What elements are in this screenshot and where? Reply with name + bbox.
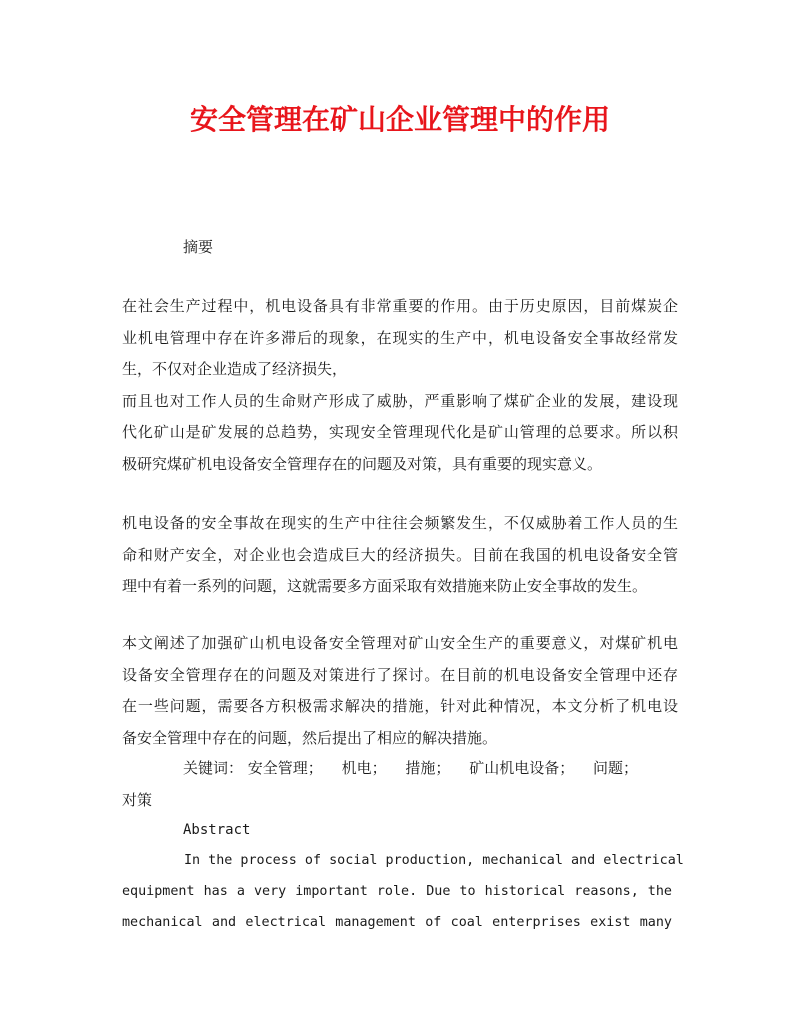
paragraph-line: 在社会生产过程中，机电设备具有非常重要的作用。由于历史原因，目前煤炭企 [122,297,678,315]
english-abstract-paragraph [122,845,684,938]
keyword: 矿山机电设备； [469,759,575,777]
abstract-label: 摘要 [183,238,214,256]
paragraph-line: 命和财产安全，对企业也会造成巨大的经济损失。目前在我国的机电设备安全管 [122,545,678,564]
paragraph-line: 理中有着一系列的问题，这就需要多方面采取有效措施来防止安全事故的发生。 [122,577,648,595]
english-line: In the process of social production, mechanical and electrical [184,853,684,868]
keywords-continuation: 对策 [122,791,153,809]
paragraph-line: 极研究煤矿机电设备安全管理存在的问题及对策，具有重要的现实意义。 [122,454,603,473]
keyword: 安全管理； [247,759,323,777]
abstract-paragraph-1 [122,291,678,480]
paragraph-line: 生，不仅对企业造成了经济损失， [122,360,348,378]
abstract-paragraph-2 [122,508,678,603]
keywords-label: 关键词： [183,759,244,777]
english-abstract-label: Abstract [183,822,251,838]
paragraph-line: 代化矿山是矿发展的总趋势，实现安全管理现代化是矿山管理的总要求。所以积 [122,423,678,441]
paragraph-line: 备安全管理中存在的问题，然后提出了相应的解决措施。 [122,728,498,747]
abstract-paragraph-3 [122,628,678,754]
keyword: 措施； [405,759,451,777]
paragraph-line: 机电设备的安全事故在现实的生产中往往会频繁发生，不仅威胁着工作人员的生 [122,514,678,532]
keyword: 问题； [592,759,638,777]
document-title: 安全管理在矿山企业管理中的作用 [189,103,610,136]
paragraph-line: 本文阐述了加强矿山机电设备安全管理对矿山安全生产的重要意义，对煤矿机电 [122,634,678,652]
keywords-line [183,757,652,779]
paragraph-line: 在一些问题，需要各方积极需求解决的措施，针对此种情况，本文分析了机电设 [122,697,678,715]
english-line: equipment has a very important role. Due to historical reasons, the [122,884,672,899]
english-line: mechanical and electrical management of coal enterprises exist many [122,915,672,930]
keyword: 机电； [341,759,387,777]
paragraph-line: 设备安全管理存在的问题及对策进行了探讨。在目前的机电设备安全管理中还存 [122,665,678,684]
paragraph-line: 而且也对工作人员的生命财产形成了威胁，严重影响了煤矿企业的发展，建设现 [122,391,678,410]
paragraph-line: 业机电管理中存在许多滞后的现象，在现实的生产中，机电设备安全事故经常发 [122,328,678,347]
